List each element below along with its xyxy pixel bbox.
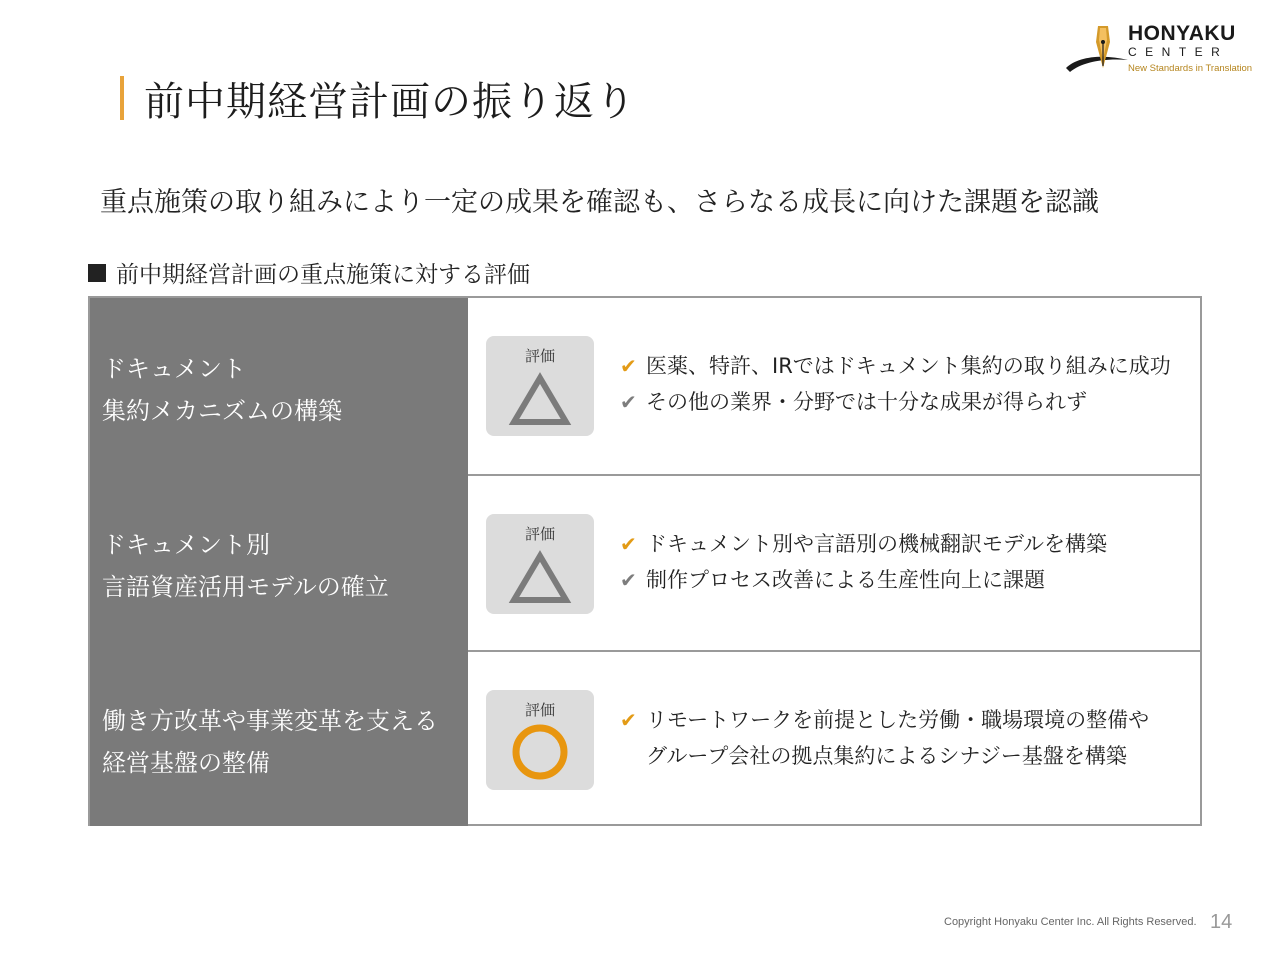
initiative-cell bbox=[90, 298, 468, 474]
list-item-text: リモートワークを前提とした労働・職場環境の整備や bbox=[646, 708, 1150, 732]
list-item bbox=[620, 384, 1171, 420]
evaluation-badge bbox=[486, 336, 594, 436]
checkmark-icon: ✔ bbox=[620, 568, 637, 592]
list-item-text: その他の業界・分野では十分な成果が得られず bbox=[646, 390, 1087, 414]
list-item bbox=[620, 348, 1171, 384]
initiative-title-line: 言語資産活用モデルの確立 bbox=[102, 573, 389, 601]
page-title: 前中期経営計画の振り返り bbox=[144, 79, 636, 125]
logo-name: HONYAKU bbox=[1128, 22, 1236, 45]
summary-statement: 重点施策の取り組みにより一定の成果を確認も、さらなる成長に向けた課題を認識 bbox=[100, 187, 1099, 218]
evaluation-label: 評価 bbox=[524, 347, 555, 365]
initiative-title-line: 働き方改革や事業変革を支える bbox=[102, 707, 438, 735]
list-item-text-continued: グループ会社の拠点集約によるシナジー基盤を構築 bbox=[646, 744, 1127, 768]
checkmark-icon: ✔ bbox=[620, 390, 637, 414]
triangle-rating-icon bbox=[506, 544, 574, 608]
evaluation-badge bbox=[486, 514, 594, 614]
list-item-text: 医薬、特許、IRではドキュメント集約の取り組みに成功 bbox=[646, 354, 1171, 378]
checkmark-icon: ✔ bbox=[620, 354, 637, 378]
initiative-title-line: ドキュメント別 bbox=[102, 531, 270, 559]
list-item bbox=[620, 702, 1149, 738]
initiative-title-line: 経営基盤の整備 bbox=[102, 749, 270, 777]
table-row bbox=[90, 474, 1200, 650]
section-heading-text: 前中期経営計画の重点施策に対する評価 bbox=[116, 262, 530, 288]
initiative-cell bbox=[90, 650, 468, 826]
checkmark-icon: ✔ bbox=[620, 708, 637, 732]
list-item-text: 制作プロセス改善による生産性向上に課題 bbox=[646, 568, 1045, 592]
table-row bbox=[90, 650, 1200, 826]
result-list bbox=[620, 348, 1171, 420]
initiative-title bbox=[102, 524, 389, 608]
list-item bbox=[620, 562, 1107, 598]
logo-tagline: New Standards in Translation bbox=[1128, 63, 1253, 74]
initiative-title bbox=[102, 700, 438, 784]
evaluation-label: 評価 bbox=[524, 701, 555, 719]
evaluation-label: 評価 bbox=[524, 525, 555, 543]
copyright: Copyright Honyaku Center Inc. All Rights Reserved. bbox=[944, 916, 1197, 928]
initiative-cell bbox=[90, 474, 468, 650]
initiative-title bbox=[102, 348, 342, 432]
evaluation-badge bbox=[486, 690, 594, 790]
section-heading bbox=[88, 256, 530, 289]
table-row bbox=[90, 298, 1200, 474]
pen-nib-logo-icon bbox=[1064, 20, 1130, 76]
initiative-title-line: 集約メカニズムの構築 bbox=[102, 397, 342, 425]
logo-sub: CENTER bbox=[1128, 45, 1229, 59]
list-item-text: ドキュメント別や言語別の機械翻訳モデルを構築 bbox=[646, 532, 1107, 556]
checkmark-icon: ✔ bbox=[620, 532, 637, 556]
result-list bbox=[620, 702, 1149, 774]
triangle-rating-icon bbox=[506, 366, 574, 430]
initiative-title-line: ドキュメント bbox=[102, 355, 246, 383]
square-bullet-icon bbox=[88, 264, 106, 282]
page-number: 14 bbox=[1210, 911, 1233, 933]
circle-rating-icon bbox=[506, 720, 574, 784]
evaluation-table bbox=[88, 296, 1202, 826]
title-accent-bar bbox=[120, 76, 124, 120]
company-logo bbox=[1064, 20, 1253, 80]
result-list bbox=[620, 526, 1107, 598]
list-item bbox=[620, 526, 1107, 562]
